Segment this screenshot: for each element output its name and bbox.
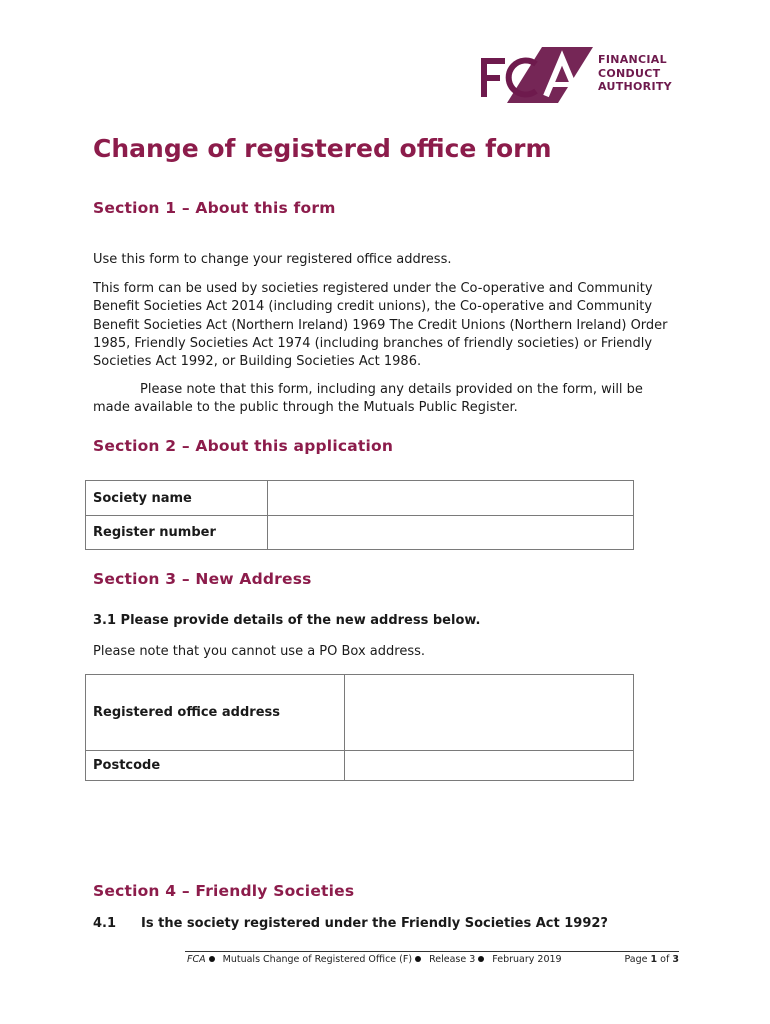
address-table — [85, 674, 634, 781]
fca-logo-mark — [478, 44, 598, 106]
section-3-subheading: 3.1 Please provide details of the new address below. — [93, 613, 481, 628]
page-current: 1 — [650, 954, 658, 965]
logo-word-2: CONDUCT — [598, 66, 661, 80]
of-word: of — [660, 954, 670, 965]
footer-divider — [185, 951, 679, 952]
footer-date: February 2019 — [492, 954, 562, 965]
registered-office-address-input[interactable] — [345, 675, 634, 751]
register-number-input[interactable] — [268, 516, 634, 550]
footer-left — [187, 954, 562, 965]
bullet-icon — [209, 956, 215, 962]
section-1-paragraph-3: Please note that this form, including any details provided on the form, will be made available to the public through the Mutuals Public Register. — [93, 382, 643, 416]
table-row — [86, 516, 634, 550]
society-name-input[interactable] — [268, 481, 634, 516]
application-table — [85, 480, 634, 550]
footer-release: Release 3 — [429, 954, 476, 965]
table-row — [86, 675, 634, 751]
section-1-paragraph-2: This form can be used by societies registered under the Co-operative and Community Benefit Societies Act 2014 (including credit unions), the Co-operative and Community Benefit Societies Act (Northern Ireland) 1969 The Credit Unions (Northern Ireland) Order 1985, Friendly Societies Act 1974 (including branches of friendly societies) or Friendly Societies Act 1992, or Building Societies Act 1986. — [93, 281, 668, 370]
page-number — [624, 954, 679, 965]
footer-doc-name: Mutuals Change of Registered Office (F) — [222, 954, 413, 965]
question-number: 4.1 — [93, 916, 117, 931]
footer-org: FCA — [187, 954, 206, 965]
page-word: Page — [624, 954, 648, 965]
registered-office-address-label: Registered office address — [86, 675, 345, 751]
fca-logo — [478, 44, 678, 106]
section-3-note: Please note that you cannot use a PO Box address. — [93, 644, 426, 659]
table-row — [86, 751, 634, 781]
table-row — [86, 481, 634, 516]
society-name-label: Society name — [86, 481, 268, 516]
question-text: Is the society registered under the Friendly Societies Act 1992? — [141, 916, 608, 931]
section-2-heading: Section 2 – About this application — [93, 437, 394, 455]
bullet-icon — [415, 956, 421, 962]
section-4-heading: Section 4 – Friendly Societies — [93, 882, 355, 900]
section-1-heading: Section 1 – About this form — [93, 199, 336, 217]
section-1-paragraph-1: Use this form to change your registered office address. — [93, 252, 452, 267]
register-number-label: Register number — [86, 516, 268, 550]
postcode-label: Postcode — [86, 751, 345, 781]
logo-word-3: AUTHORITY — [598, 80, 672, 93]
logo-word-1: FINANCIAL — [598, 53, 667, 66]
section-3-heading: Section 3 – New Address — [93, 570, 312, 588]
logo-wordmark — [598, 53, 672, 94]
page-total: 3 — [672, 954, 679, 965]
postcode-input[interactable] — [345, 751, 634, 781]
page-title: Change of registered office form — [93, 134, 552, 163]
bullet-icon — [478, 956, 484, 962]
